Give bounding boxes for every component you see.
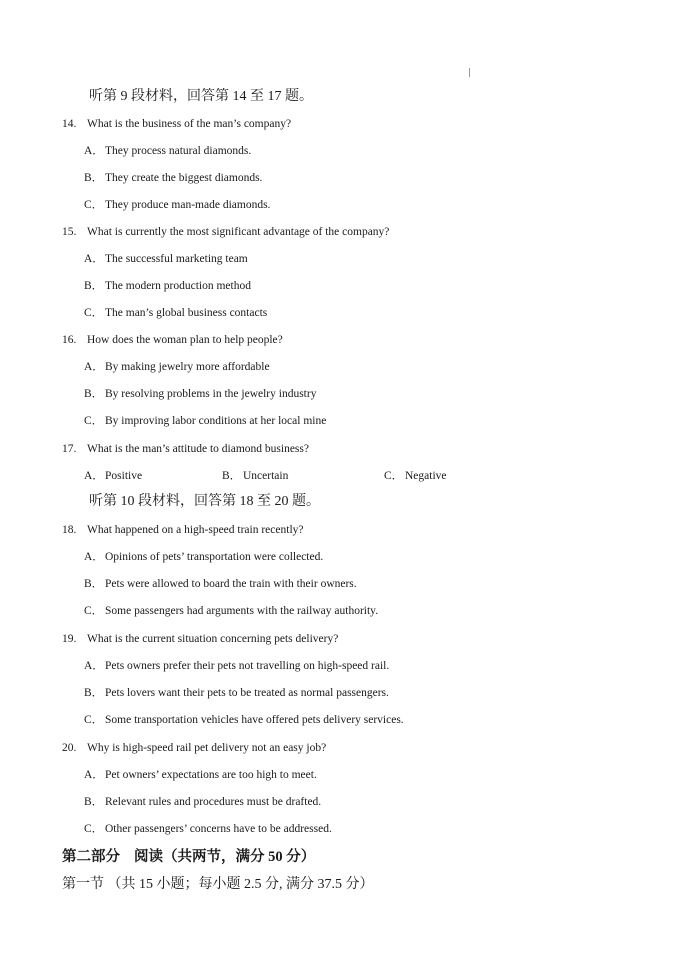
option-text: Other passengers’ concerns have to be addressed. [105,823,332,835]
option-20a [84,766,317,784]
question-20 [62,739,326,757]
option-19c [84,711,404,729]
question-14 [62,115,291,133]
option-letter: C． [84,605,104,617]
question-text: What happened on a high-speed train recently? [87,524,304,536]
option-14a [84,142,251,160]
option-text: By improving labor conditions at her local mine [105,415,327,427]
option-19b [84,684,389,702]
option-17c [384,467,447,485]
section-intro: 听第 9 段材料，回答第 14 至 17 题。 [89,89,313,104]
option-text: Relevant rules and procedures must be drafted. [105,796,322,808]
option-14b [84,169,262,187]
option-text: Some passengers had arguments with the railway authority. [105,605,379,617]
question-15 [62,223,389,241]
option-18a [84,548,323,566]
question-text: What is the current situation concerning pets delivery? [87,633,339,645]
option-19a [84,657,389,675]
option-16c [84,412,326,430]
section-intro: 听第 10 段材料，回答第 18 至 20 题。 [89,494,320,509]
part-two-heading [62,848,315,866]
option-text: Negative [405,470,447,482]
option-letter: A． [84,769,104,781]
question-text: What is the man’s attitude to diamond business? [87,443,309,455]
option-text: Opinions of pets’ transportation were collected. [105,551,324,563]
option-text: Pets owners prefer their pets not travelling on high-speed rail. [105,660,390,672]
option-letter: B． [222,470,242,482]
option-letter: A． [84,551,104,563]
option-letter: C． [84,714,104,726]
option-17a [84,467,142,485]
option-text: They process natural diamonds. [105,145,252,157]
option-letter: B． [84,388,104,400]
option-letter: B． [84,280,104,292]
option-letter: B． [84,687,104,699]
question-number: 20. [62,742,77,754]
option-text: The successful marketing team [105,253,248,265]
part-two-title: 第二部分 [62,849,120,865]
question-text: Why is high-speed rail pet delivery not an easy job? [87,742,327,754]
option-20c [84,820,332,838]
option-15a [84,250,248,268]
question-number: 15. [62,226,77,238]
question-text: What is currently the most significant advantage of the company? [87,226,390,238]
option-letter: C． [84,415,104,427]
option-letter: A． [84,361,104,373]
option-text: The modern production method [105,280,251,292]
question-19 [62,630,338,648]
option-text: The man’s global business contacts [105,307,268,319]
option-letter: A． [84,660,104,672]
question-16 [62,331,283,349]
option-letter: B． [84,578,104,590]
option-letter: B． [84,172,104,184]
option-text: They create the biggest diamonds. [105,172,263,184]
question-text: How does the woman plan to help people? [87,334,283,346]
option-letter: B． [84,796,104,808]
option-text: By resolving problems in the jewelry industry [105,388,317,400]
question-number: 16. [62,334,77,346]
question-18 [62,521,304,539]
question-number: 19. [62,633,77,645]
option-text: Pet owners’ expectations are too high to meet. [105,769,317,781]
option-16a [84,358,270,376]
question-number: 18. [62,524,77,536]
option-20b [84,793,321,811]
option-letter: C． [384,470,404,482]
option-16b [84,385,316,403]
question-text: What is the business of the man’s company? [87,118,292,130]
option-letter: C． [84,307,104,319]
question-number: 17. [62,443,77,455]
page-edge-mark [469,68,470,77]
option-letter: A． [84,145,104,157]
section-one-heading: 第一节 （共 15 小题；每小题 2.5 分, 满分 37.5 分） [62,877,374,892]
option-18b [84,575,357,593]
option-letter: A． [84,253,104,265]
option-15b [84,277,251,295]
option-text: Positive [105,470,143,482]
option-15c [84,304,267,322]
option-letter: C． [84,823,104,835]
option-14c [84,196,270,214]
option-text: By making jewelry more affordable [105,361,270,373]
question-17 [62,440,309,458]
option-letter: C． [84,199,104,211]
option-17b [222,467,288,485]
option-text: They produce man-made diamonds. [105,199,271,211]
part-two-detail: 阅读（共两节，满分 50 分） [134,849,316,865]
option-text: Pets lovers want their pets to be treated as normal passengers. [105,687,389,699]
option-18c [84,602,378,620]
option-text: Some transportation vehicles have offered pets delivery services. [105,714,404,726]
option-letter: A． [84,470,104,482]
option-text: Pets were allowed to board the train with their owners. [105,578,357,590]
question-number: 14. [62,118,77,130]
option-text: Uncertain [243,470,289,482]
